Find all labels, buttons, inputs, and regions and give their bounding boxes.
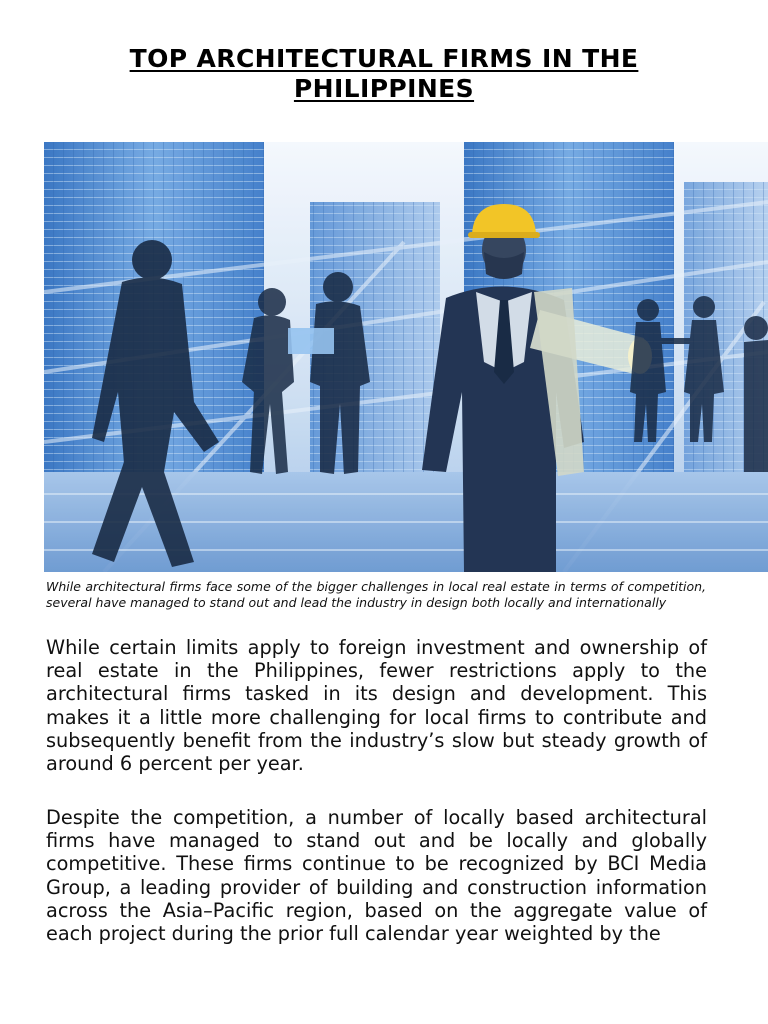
hero-image: [44, 142, 768, 572]
body-paragraph: Despite the competition, a number of locally based architectural firms have managed to stand out and be locally and globally competitive. These firms continue to be recognized by BCI Media Group, a leading provider of building and construction information across the Asia–Pacific region, based on the aggregate value of each project during the prior full calendar year weighted by the: [46, 806, 707, 946]
page-title: TOP ARCHITECTURAL FIRMS IN THE PHILIPPINES: [129, 44, 639, 103]
image-caption: While architectural firms face some of the bigger challenges in local real estate in terms of competition, several have managed to stand out and lead the industry in design both locally and internationally: [46, 579, 706, 610]
body-paragraph: While certain limits apply to foreign investment and ownership of real estate in the Philippines, fewer restrictions apply to the architectural firms tasked in its design and development. This makes it a little more challenging for local firms to contribute and subsequently benefit from the industry’s slow but steady growth of around 6 percent per year.: [46, 636, 707, 776]
